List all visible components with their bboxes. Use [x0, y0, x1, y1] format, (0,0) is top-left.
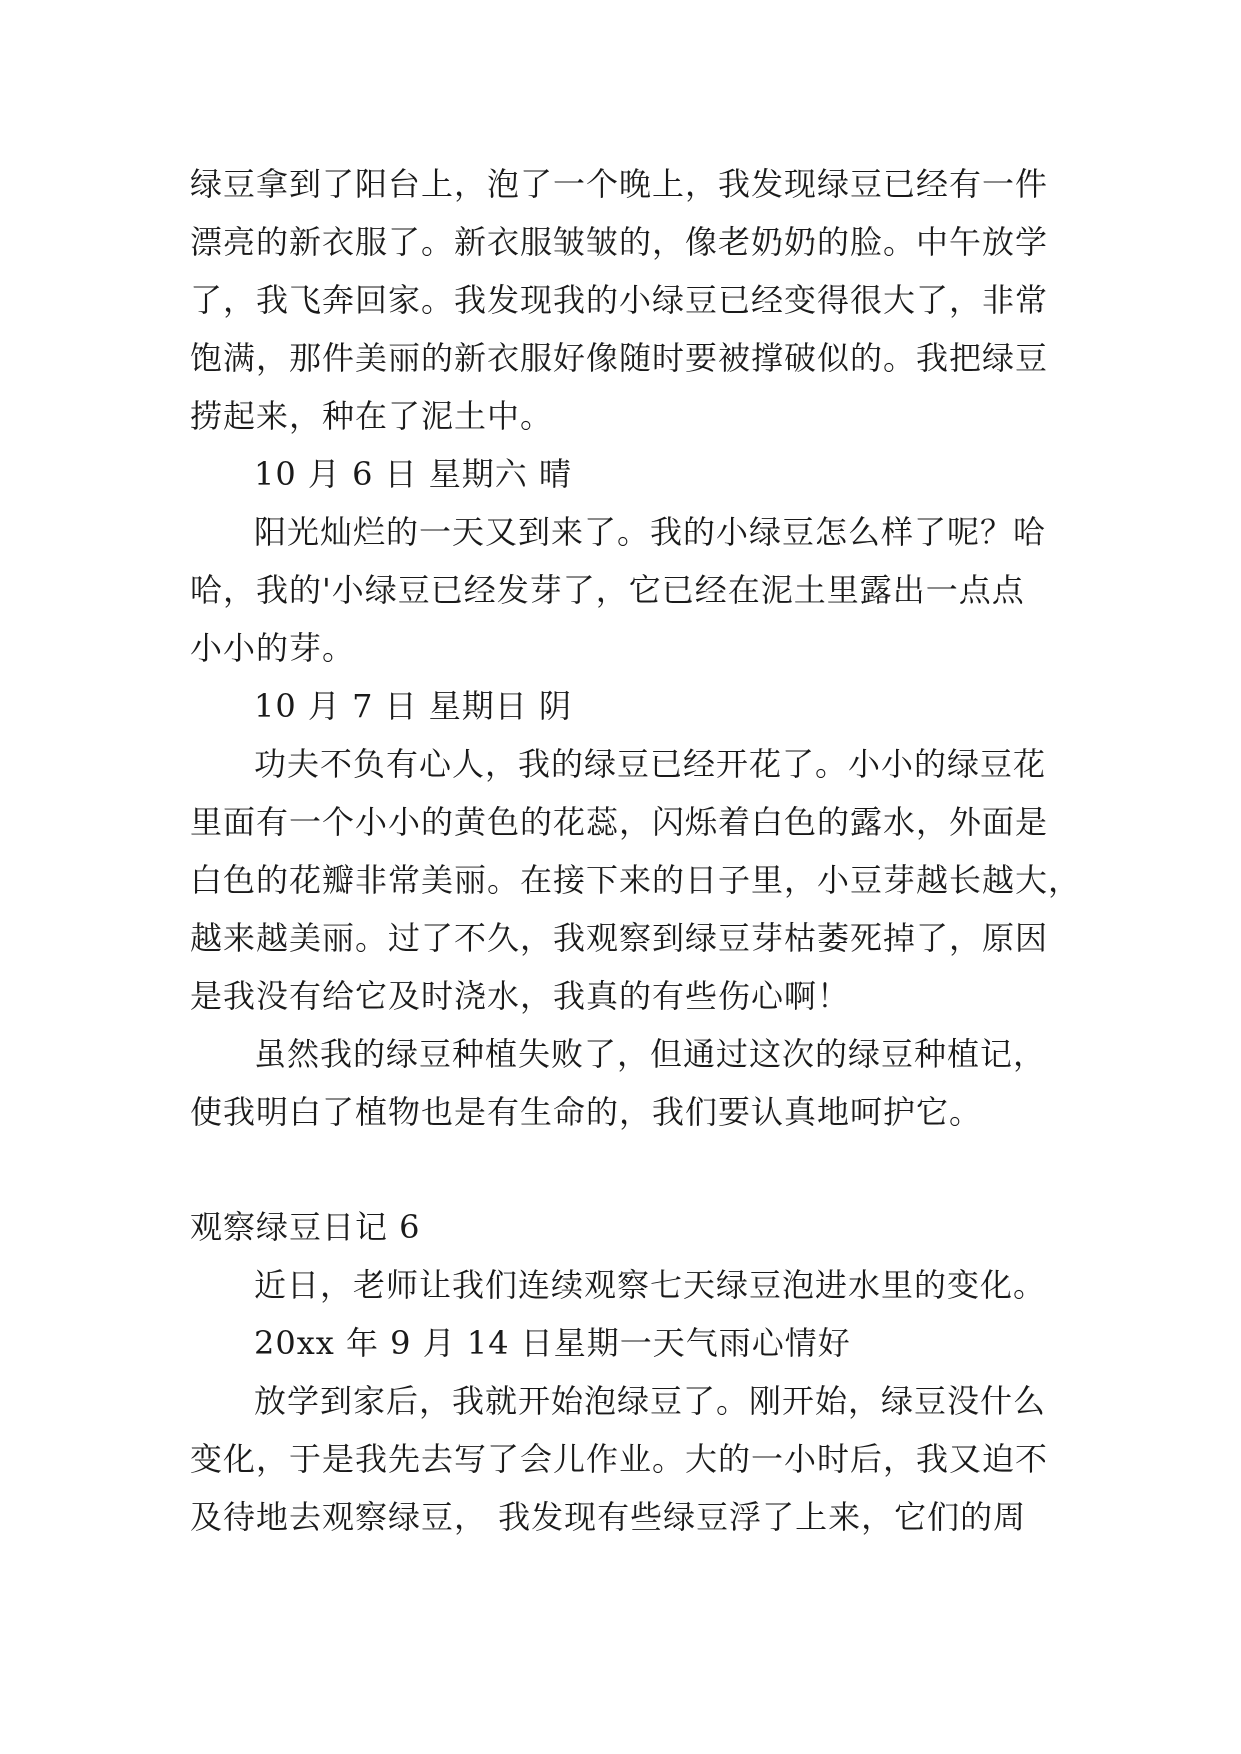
paragraph-line: 哈，我的'小绿豆已经发芽了，它已经在泥土里露出一点点 — [190, 571, 1025, 609]
paragraph-line: 虽然我的绿豆种植失败了，但通过这次的绿豆种植记， — [254, 1035, 1047, 1073]
paragraph-line: 阳光灿烂的一天又到来了。我的小绿豆怎么样了呢？哈 — [254, 513, 1047, 551]
section-title: 观察绿豆日记 6 — [190, 1208, 421, 1246]
paragraph-line: 白色的花瓣非常美丽。在接下来的日子里，小豆芽越长越大， — [190, 861, 1082, 899]
paragraph-line: 是我没有给它及时浇水，我真的有些伤心啊！ — [190, 977, 851, 1015]
paragraph-line: 放学到家后，我就开始泡绿豆了。刚开始，绿豆没什么 — [254, 1382, 1047, 1420]
paragraph-line: 里面有一个小小的黄色的花蕊，闪烁着白色的露水，外面是 — [190, 803, 1049, 841]
paragraph-line: 绿豆拿到了阳台上，泡了一个晚上，我发现绿豆已经有一件 — [190, 165, 1049, 203]
paragraph-line: 使我明白了植物也是有生命的，我们要认真地呵护它。 — [190, 1093, 983, 1131]
paragraph-line: 变化，于是我先去写了会儿作业。大的一小时后，我又迫不 — [190, 1440, 1049, 1478]
paragraph-line: 及待地去观察绿豆， 我发现有些绿豆浮了上来，它们的周 — [190, 1498, 1027, 1536]
paragraph-line: 了，我飞奔回家。我发现我的小绿豆已经变得很大了，非常 — [190, 281, 1049, 319]
paragraph-line: 饱满，那件美丽的新衣服好像随时要被撑破似的。我把绿豆 — [190, 339, 1049, 377]
paragraph-line: 功夫不负有心人，我的绿豆已经开花了。小小的绿豆花 — [254, 745, 1047, 783]
paragraph-line: 近日，老师让我们连续观察七天绿豆泡进水里的变化。 — [254, 1266, 1047, 1304]
diary-date-heading: 10 月 7 日 星期日 阴 — [254, 687, 572, 725]
diary-date-heading: 10 月 6 日 星期六 晴 — [254, 455, 572, 493]
paragraph-line: 小小的芽。 — [190, 629, 356, 667]
paragraph-line: 捞起来，种在了泥土中。 — [190, 397, 554, 435]
paragraph-line: 漂亮的新衣服了。新衣服皱皱的，像老奶奶的脸。中午放学 — [190, 223, 1049, 261]
paragraph-line: 越来越美丽。过了不久，我观察到绿豆芽枯萎死掉了，原因 — [190, 919, 1049, 957]
diary-date-heading: 20xx 年 9 月 14 日星期一天气雨心情好 — [254, 1324, 851, 1362]
